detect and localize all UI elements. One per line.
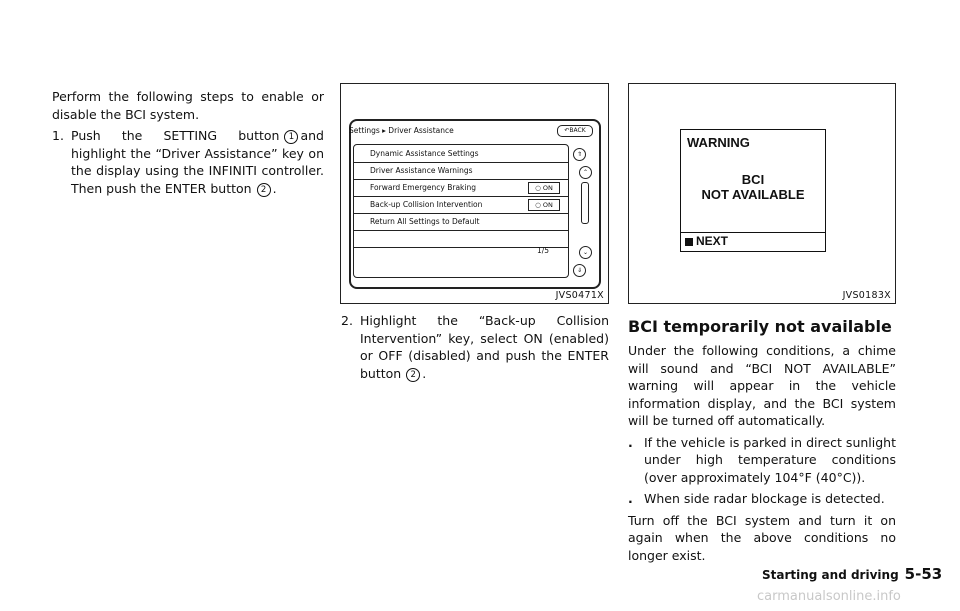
callout-marker: 1 [284,130,298,144]
on-badge-label: ON [542,184,553,192]
back-button-label: BACK [569,127,586,134]
bullet-item [628,434,896,487]
callout-marker: 2 [406,368,420,382]
figure-code: JVS0471X [555,290,604,301]
step-text [360,312,609,382]
warning-footer [681,232,825,251]
page-number: 5-53 [904,565,943,583]
menu-item-label: Return All Settings to Default [370,217,480,226]
on-badge-label: ON [542,201,553,209]
figure-settings-screen [340,83,609,304]
section-name: Starting and driving [762,568,899,582]
warning-title: WARNING [687,135,750,150]
step-text [71,127,324,197]
page-indicator: 1/5 [537,246,550,255]
step-1 [52,127,324,197]
back-button[interactable] [557,125,593,137]
step-2 [341,312,609,382]
on-badge [528,199,560,211]
next-label: NEXT [696,234,729,248]
menu-item[interactable] [354,179,568,197]
chevron-up-icon[interactable]: ⌃ [579,166,592,179]
step-text-part: . [422,365,427,381]
section-paragraph: Under the following conditions, a chime will sound and “BCI NOT AVAILABLE” warning will appear in the vehicle information display, and the BCI system will be turned off automatically. [628,343,896,428]
column-left [52,88,324,197]
bullet-text: If the vehicle is parked in direct sunlight under high temperature conditions (over approximately 104°F (40°C)). [644,434,896,485]
step-text-part: . [272,180,277,196]
bullet-text: When side radar blockage is detected. [644,491,885,506]
step-number: 2. [341,313,353,328]
bullet-item [628,490,896,508]
step-text-part: Push the SETTING button [71,128,280,143]
next-icon [685,238,693,246]
warning-display [680,129,826,252]
column-right [628,316,896,564]
figure-warning-display [628,83,896,304]
step-text-part: and highlight the “Driver Assistance” key on the display using the INFINITI controller. Then push the ENTER button [71,128,324,196]
menu-item-empty [354,230,568,248]
page-footer [762,565,942,583]
breadcrumb: Settings ▸ Driver Assistance [349,126,454,135]
check-icon: ○ [535,184,541,192]
menu-item-empty [354,247,568,264]
warning-message-line: NOT AVAILABLE [701,187,805,202]
menu-item[interactable] [354,145,568,163]
warning-message-line: BCI [741,172,765,187]
warning-message [681,172,825,202]
column-middle [341,312,609,382]
watermark: carmanualsonline.info [757,589,901,604]
menu-item-label: Forward Emergency Braking [370,183,476,192]
page-top-icon[interactable]: ⇑ [573,148,586,161]
menu-item-label: Back-up Collision Intervention [370,200,483,209]
back-arrow-icon: ↶ [564,127,570,134]
on-badge [528,182,560,194]
menu-item[interactable] [354,213,568,231]
section-heading: BCI temporarily not available [628,317,892,336]
step-text-part: Highlight the “Back-up Collision Intervention” key, select ON (enabled) or OFF (disabled) and push the ENTER button [360,313,609,381]
menu-item-label: Dynamic Assistance Settings [370,149,479,158]
chevron-down-icon[interactable]: ⌄ [579,246,592,259]
callout-marker: 2 [257,183,271,197]
menu-item[interactable] [354,196,568,214]
page-bottom-icon[interactable]: ⇓ [573,264,586,277]
menu-item-label: Driver Assistance Warnings [370,166,473,175]
check-icon: ○ [535,201,541,209]
closing-paragraph: Turn off the BCI system and turn it on again when the above conditions no longer exist. [628,512,896,563]
intro-paragraph: Perform the following steps to enable or disable the BCI system. [52,89,324,122]
menu-item[interactable] [354,162,568,180]
settings-menu [353,144,569,278]
figure-code: JVS0183X [842,290,891,301]
step-number: 1. [52,128,64,143]
bullet-icon: . [628,491,633,506]
bullet-icon: . [628,434,633,450]
scrollbar[interactable] [581,182,589,224]
